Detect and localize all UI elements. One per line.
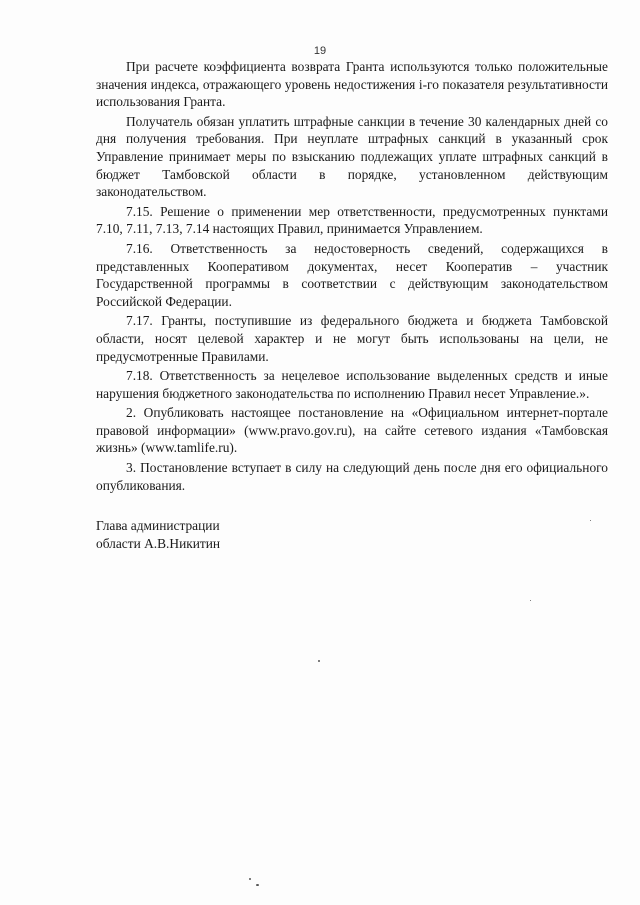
paragraph-publication: 2. Опубликовать настоящее постановление на «Официальном интернет-портале правовой информации» (www.pravo.gov.ru), на сайте сетевого издания «Тамбовская жизнь» (www.tamlife.ru).	[96, 405, 608, 456]
signature-title: Глава администрации	[96, 518, 220, 533]
paragraph-penalty-payment: Получатель обязан уплатить штрафные санкции в течение 30 календарных дней со дня получения требования. При неуплате штрафных санкций в указанный срок Управление принимает меры по взысканию подлежащих уплате штрафных санкций в бюджет Тамбовской области в порядке, установленном действующим законодательством.	[96, 113, 608, 200]
paragraph-7-17: 7.17. Гранты, поступившие из федерального бюджета и бюджета Тамбовской области, носят целевой характер и не могут быть использованы на цели, не предусмотренные Правилами.	[96, 313, 608, 364]
signature-name: области А.В.Никитин	[96, 536, 221, 551]
scan-speck	[249, 878, 251, 880]
scan-speck	[590, 520, 591, 521]
page-number: 19	[313, 45, 327, 57]
paragraph-7-16: 7.16. Ответственность за недостоверность сведений, содержащихся в представленных Кооперативом документах, несет Кооператив – участник Государственной программы в соответствии с действующим законодательством Российской Федерации.	[96, 240, 608, 309]
paragraph-7-15: 7.15. Решение о применении мер ответственности, предусмотренных пунктами 7.10, 7.11, 7.13, 7.14 настоящих Правил, принимается Управлением.	[96, 203, 608, 237]
paragraph-7-18: 7.18. Ответственность за нецелевое использование выделенных средств и иные нарушения бюджетного законодательства по исполнению Правил несет Управление.».	[96, 368, 608, 401]
document-body	[96, 58, 608, 496]
signature-block	[96, 517, 220, 553]
scan-speck	[530, 600, 531, 601]
scan-speck	[256, 884, 259, 886]
scan-speck	[318, 660, 320, 662]
paragraph-grant-return-coefficient: При расчете коэффициента возврата Гранта используются только положительные значения индекса, отражающего уровень недостижения i-го показателя результативности использования Гранта.	[96, 59, 608, 110]
paragraph-entry-into-force: 3. Постановление вступает в силу на следующий день после дня его официального опубликования.	[96, 460, 608, 493]
